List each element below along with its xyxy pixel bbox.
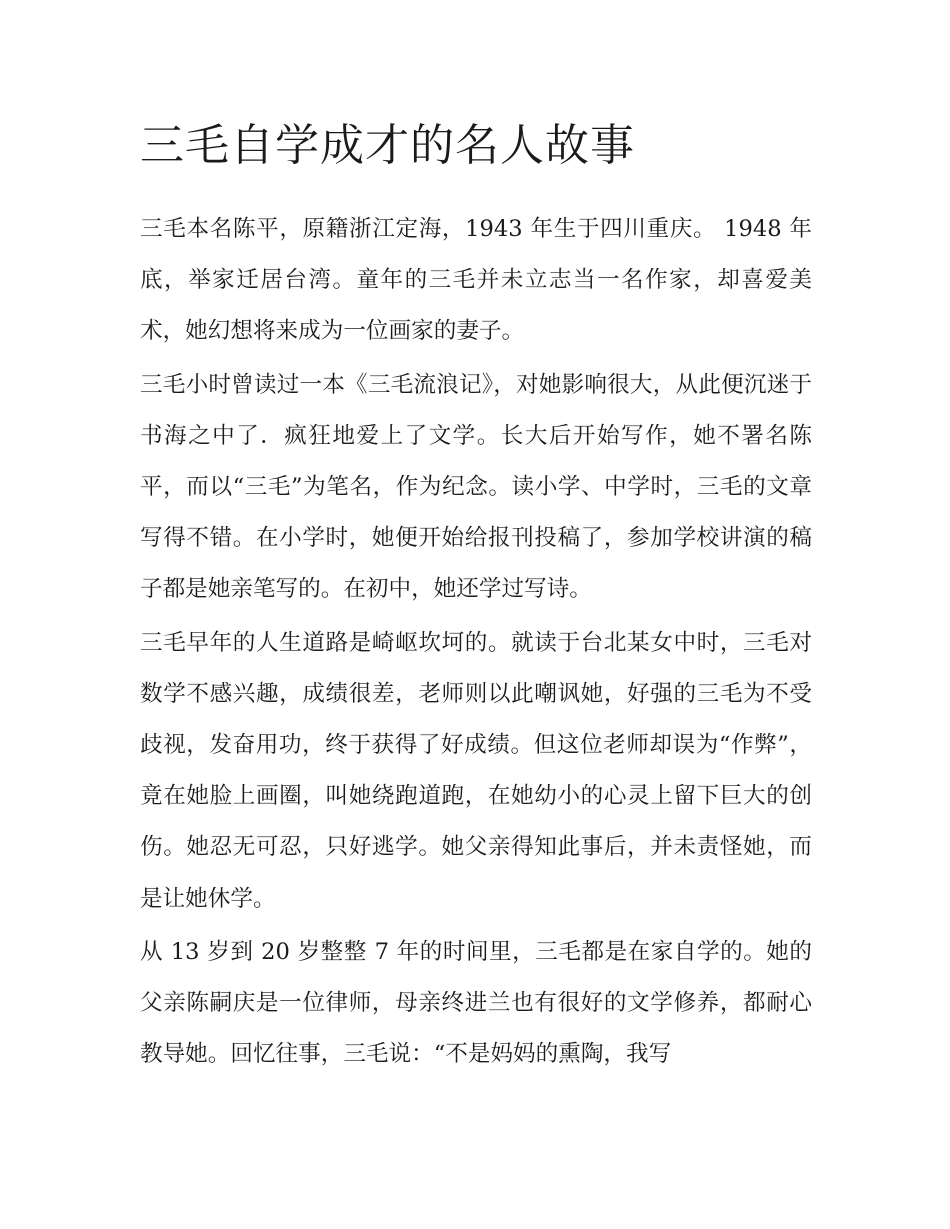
paragraph-4: 从 13 岁到 20 岁整整 7 年的时间里，三毛都是在家自学的。她的父亲陈嗣庆是一位律师，母亲终进兰也有很好的文学修养，都耐心教导她。回忆往事，三毛说：“不是妈妈的熏陶，我写 xyxy=(140,938,812,1068)
paragraph-2: 三毛小时曾读过一本《三毛流浪记》，对她影响很大，从此便沉迷于书海之中了．疯狂地爱上了文学。长大后开始写作，她不署名陈平，而以“三毛”为笔名，作为纪念。读小学、中学时，三毛的文章写得不错。在小学时，她便开始给报刊投稿了，参加学校讲演的稿子都是她亲笔写的。在初中，她还学过写诗。 xyxy=(140,371,812,603)
paragraph-1: 三毛本名陈平，原籍浙江定海，1943 年生于四川重庆。 1948 年底，举家迁居台湾。童年的三毛并未立志当一名作家，却喜爱美术，她幻想将来成为一位画家的妻子。 xyxy=(140,216,812,345)
document-title: 三毛自学成才的名人故事 xyxy=(140,120,635,171)
paragraph-3: 三毛早年的人生道路是崎岖坎坷的。就读于台北某女中时，三毛对数学不感兴趣，成绩很差，老师则以此嘲讽她，好强的三毛为不受歧视，发奋用功，终于获得了好成绩。但这位老师却误为“作弊”，竟在她脸上画圈，叫她绕跑道跑，在她幼小的心灵上留下巨大的创伤。她忍无可忍，只好逃学。她父亲得知此事后，并未责怪她，而是让她休学。 xyxy=(140,629,812,912)
document-page xyxy=(140,112,812,1082)
